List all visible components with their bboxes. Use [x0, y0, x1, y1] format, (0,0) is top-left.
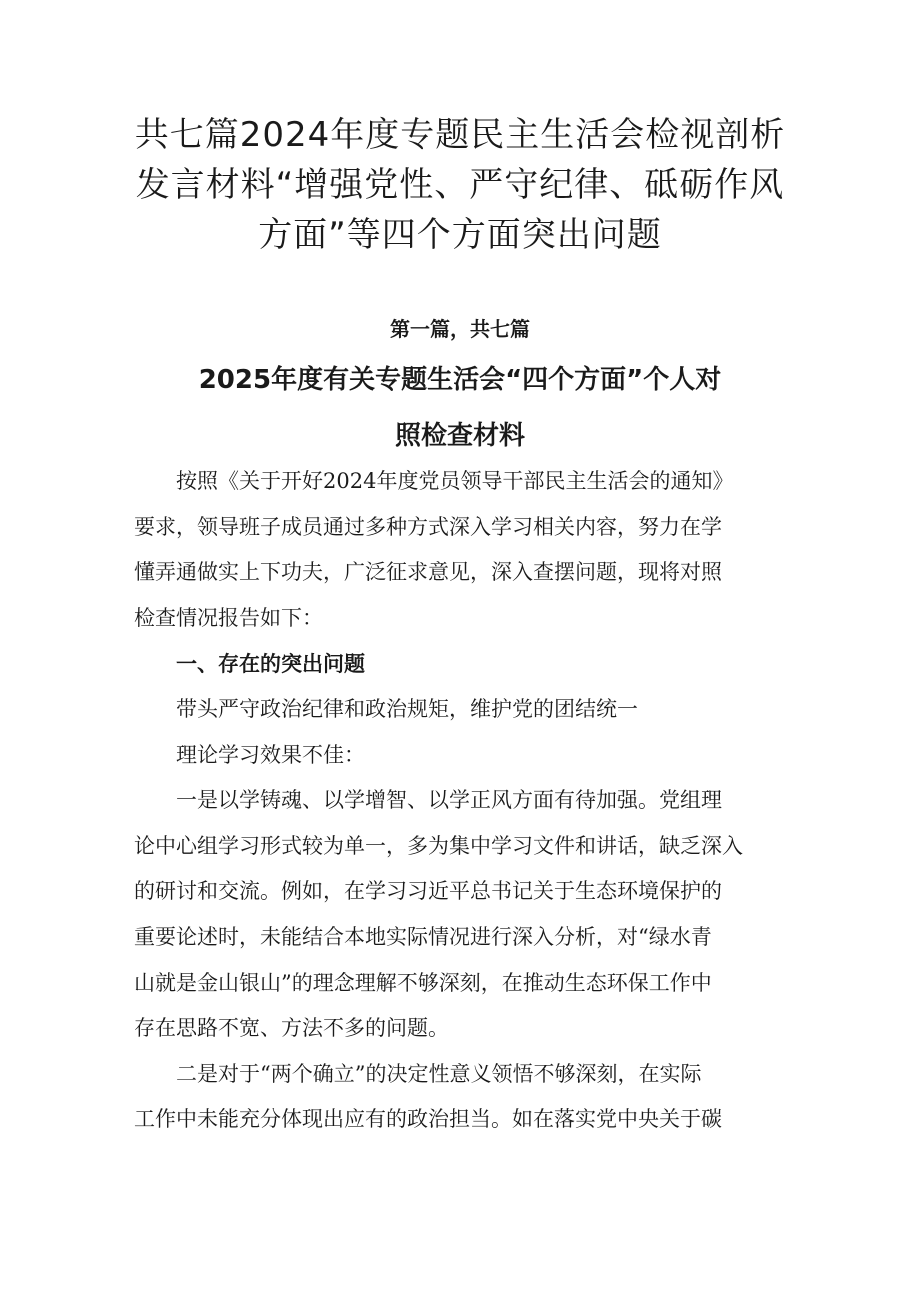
main-title	[130, 110, 790, 260]
point1-line-1: 一是以学铸魂、以学增智、以学正风方面有待加强。党组理	[176, 788, 722, 813]
section-label: 第一篇，共七篇	[390, 317, 530, 341]
point1-line-2: 论中心组学习形式较为单一，多为集中学习文件和讲话，缺乏深入	[134, 833, 743, 858]
main-title-line-3: 方面”等四个方面突出问题	[258, 215, 662, 255]
main-title-line-2: 发言材料“增强党性、严守纪律、砥砺作风	[135, 165, 785, 205]
document-title-line-2: 照检查材料	[394, 421, 525, 451]
point1-line-5: 山就是金山银山”的理念理解不够深刻，在推动生态环保工作中	[134, 970, 712, 995]
subheading-discipline: 带头严守政治纪律和政治规矩，维护党的团结统一	[176, 696, 638, 721]
document-body	[134, 459, 796, 1143]
intro-line-1: 按照《关于开好2024年度党员领导干部民主生活会的通知》	[176, 469, 734, 493]
point1-line-3: 的研讨和交流。例如，在学习习近平总书记关于生态环境保护的	[134, 879, 722, 904]
intro-line-2: 要求，领导班子成员通过多种方式深入学习相关内容，努力在学	[134, 514, 722, 539]
point1-line-4: 重要论述时，未能结合本地实际情况进行深入分析，对“绿水青	[134, 924, 712, 949]
subheading-theory-study: 理论学习效果不佳：	[176, 742, 365, 767]
document-title	[150, 352, 770, 464]
point2-line-2: 工作中未能充分体现出应有的政治担当。如在落实党中央关于碳	[134, 1107, 722, 1132]
main-title-line-1: 共七篇2024年度专题民主生活会检视剖析	[134, 115, 786, 155]
intro-line-4: 检查情况报告如下：	[134, 605, 323, 630]
document-title-line-1: 2025年度有关专题生活会“四个方面”个人对	[198, 365, 722, 395]
section-heading: 一、存在的突出问题	[176, 651, 365, 677]
point2-line-1: 二是对于“两个确立”的决定性意义领悟不够深刻，在实际	[176, 1061, 702, 1086]
intro-line-3: 懂弄通做实上下功夫，广泛征求意见，深入查摆问题，现将对照	[134, 560, 722, 585]
point1-line-6: 存在思路不宽、方法不多的问题。	[134, 1016, 449, 1041]
